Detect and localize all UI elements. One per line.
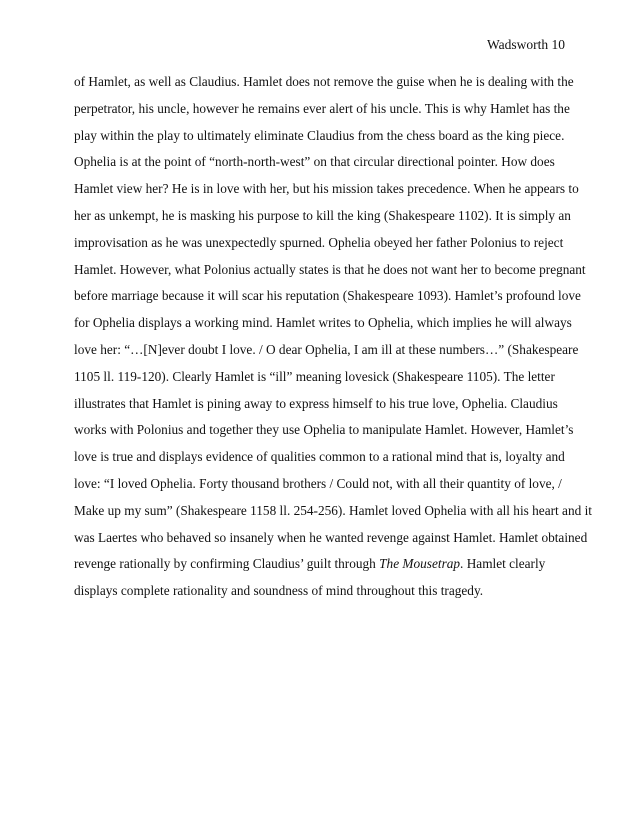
text-line-10 xyxy=(74,316,574,343)
running-head: Wadsworth 10 xyxy=(486,37,565,52)
body-paragraph xyxy=(74,74,592,611)
text-line-7 xyxy=(74,236,574,263)
text-line-12 xyxy=(74,370,574,397)
text-line-2 xyxy=(74,102,574,129)
line-text: . Hamlet clearly xyxy=(460,556,546,572)
line-text: love: “I loved Ophelia. Forty thousand brothers / Could not, with all their quantity of love, / xyxy=(74,475,562,491)
text-line-1 xyxy=(74,75,574,102)
line-text: perpetrator, his uncle, however he remains ever alert of his uncle. This is why Hamlet has the xyxy=(74,100,570,116)
text-line-17 xyxy=(74,502,592,531)
text-line-20 xyxy=(74,584,574,611)
line-text: her as unkempt, he is masking his purpose to kill the king (Shakespeare 1102). It is simply an xyxy=(74,207,571,223)
text-line-6 xyxy=(74,209,574,236)
text-line-18 xyxy=(74,529,588,558)
line-text: before marriage because it will scar his reputation (Shakespeare 1093). Hamlet’s profound love xyxy=(74,288,581,304)
text-line-16 xyxy=(74,477,574,504)
line-text: displays complete rationality and soundness of mind throughout this tragedy. xyxy=(74,583,484,599)
line-text: play within the play to ultimately eliminate Claudius from the chess board as the king piece. xyxy=(74,127,565,143)
line-text: was Laertes who behaved so insanely when he wanted revenge against Hamlet. Hamlet obtained xyxy=(74,529,588,545)
line-text: of Hamlet, as well as Claudius. Hamlet does not remove the guise when he is dealing with the xyxy=(74,74,574,89)
text-line-8 xyxy=(74,261,586,290)
line-text: love her: “…[N]ever doubt I love. / O dear Ophelia, I am ill at these numbers…” (Shakespeare xyxy=(74,341,579,357)
text-line-11 xyxy=(74,341,579,370)
line-text: revenge rationally by confirming Claudius’ guilt through xyxy=(74,556,380,572)
text-line-4 xyxy=(74,155,574,182)
line-text: 1105 ll. 119-120). Clearly Hamlet is “ill” meaning lovesick (Shakespeare 1105). The letter xyxy=(74,368,555,384)
text-line-13 xyxy=(74,397,574,424)
line-text: for Ophelia displays a working mind. Hamlet writes to Ophelia, which implies he will always xyxy=(74,315,572,331)
line-text: illustrates that Hamlet is pining away to express himself to his true love, Ophelia. Claudius xyxy=(74,395,558,411)
line-text: love is true and displays evidence of qualities common to a rational mind that is, loyalty and xyxy=(74,449,565,465)
text-line-14 xyxy=(74,423,574,450)
line-text: Ophelia is at the point of “north-north-west” on that circular directional pointer. How does xyxy=(74,154,555,170)
line-text: Hamlet view her? He is in love with her, but his mission takes precedence. When he appears to xyxy=(74,181,579,197)
italic-title: The Mousetrap xyxy=(379,556,461,572)
line-text: improvisation as he was unexpectedly spurned. Ophelia obeyed her father Polonius to reject xyxy=(74,234,564,250)
text-line-19 xyxy=(74,557,574,584)
text-line-15 xyxy=(74,450,574,477)
text-line-3 xyxy=(74,129,574,156)
text-line-9 xyxy=(74,288,581,316)
line-text: Hamlet. However, what Polonius actually states is that he does not want her to become pregnant xyxy=(74,261,586,277)
line-text: works with Polonius and together they use Ophelia to manipulate Hamlet. However, Hamlet’s xyxy=(74,422,574,438)
line-text: Make up my sum” (Shakespeare 1158 ll. 254-256). Hamlet loved Ophelia with all his heart and it xyxy=(74,502,592,518)
text-line-5 xyxy=(74,181,579,209)
